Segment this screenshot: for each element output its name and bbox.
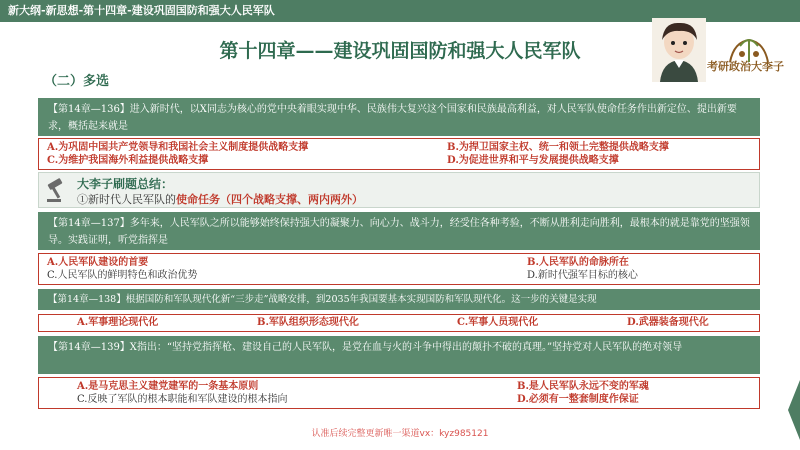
logo-text: 考研政治大李子: [707, 60, 784, 73]
option-c: C.人民军队的鲜明特色和政治优势: [47, 270, 198, 281]
question-137: 【第14章—137】多年来，人民军队之所以能够始终保持强大的凝聚力、向心力、战斗力，经受住各种考验，不断从胜利走向胜利，最根本的就是靠党的坚强领导。实践证明，听党指挥是: [38, 212, 760, 250]
option-b: B.是人民军队永远不变的军魂: [517, 381, 649, 392]
option-b: B.为捍卫国家主权、统一和领土完整提供战略支撑: [447, 142, 669, 153]
page-title: 第十四章——建设巩固国防和强大人民军队: [219, 40, 581, 62]
option-d: D.为促进世界和平与发展提供战略支撑: [447, 155, 619, 166]
option-c: C.反映了军队的根本职能和军队建设的根本指向: [77, 394, 288, 405]
option-a: A.是马克思主义建党建军的一条基本原则: [77, 381, 259, 392]
question-139: 【第14章—139】X指出：“坚持党指挥枪、建设自己的人民军队，是党在血与火的斗争中得出的颠扑不破的真理。”坚持党对人民军队的绝对领导: [38, 336, 760, 374]
options-136: [38, 138, 760, 170]
option-d: D.新时代强军目标的核心: [527, 270, 638, 281]
option-b: B.军队组织形态现代化: [257, 317, 359, 328]
option-a: A.为巩固中国共产党领导和我国社会主义制度提供战略支撑: [47, 142, 309, 153]
option-b: B.人民军队的命脉所在: [527, 257, 629, 268]
summary-highlight: 使命任务（四个战略支撑、两内两外）: [176, 193, 363, 206]
question-136: 【第14章—136】进入新时代，以X同志为核心的党中央着眼实现中华、民族伟大复兴这个国家和民族最高利益，对人民军队使命任务作出新定位、提出新要求，概括起来就是: [38, 98, 760, 136]
option-c: C.为维护我国海外利益提供战略支撑: [47, 155, 209, 166]
summary-box: [38, 172, 760, 208]
option-a: A.军事理论现代化: [77, 317, 159, 328]
summary-line: [77, 191, 363, 207]
gavel-icon: [45, 177, 69, 203]
breadcrumb: 新大纲-新思想-第十四章-建设巩固国防和强大人民军队: [0, 0, 800, 22]
options-138: [38, 314, 760, 332]
question-138: 【第14章—138】根据国防和军队现代化新“三步走”战略安排，到2035年我国要基本实现国防和军队现代化。这一步的关键是实现: [38, 289, 760, 310]
summary-heading: 大李子刷题总结：: [77, 177, 174, 191]
footer-note: 认准后续完整更新唯一渠道vx：kyz985121: [311, 429, 489, 439]
option-c: C.军事人员现代化: [457, 317, 539, 328]
avatar: [652, 18, 706, 82]
option-d: D.武器装备现代化: [627, 317, 709, 328]
option-d: D.必须有一整套制度作保证: [517, 394, 639, 405]
summary-prefix: ①新时代人民军队的: [77, 193, 176, 206]
corner-decoration: [782, 0, 800, 450]
section-heading: （二）多选: [44, 74, 110, 89]
option-a: A.人民军队建设的首要: [47, 257, 149, 268]
options-137: [38, 253, 760, 285]
options-139: [38, 377, 760, 409]
